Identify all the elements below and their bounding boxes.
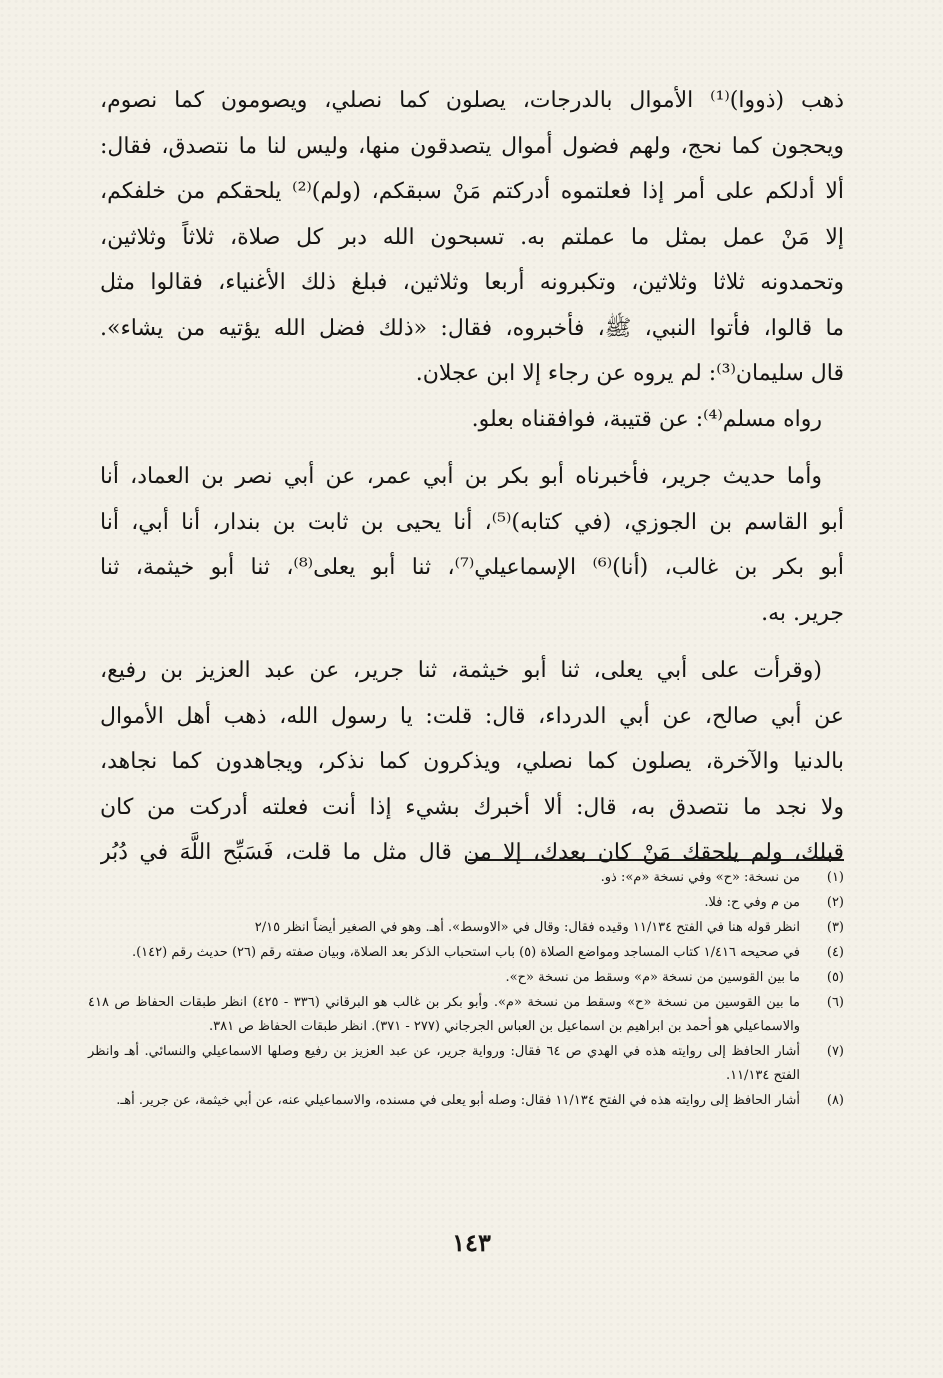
text-line: ذهب (ذووا)⁽¹⁾ الأموال بالدرجات، يصلون كما نصلي، ويصومون كما نصوم،: [100, 88, 844, 113]
text-line: ويحجون كما نحج، ولهم فضول أموال يتصدقون منها، وليس لنا ما نتصدق، فقال:: [100, 133, 844, 159]
footnote-text: أشار الحافظ إلى روايته هذه في الهدي ص ٦٤ فقال: ورواية جرير، عن عبد العزيز بن رفيع وصلها الاسماعيلي والنسائي. أهـ وانظر الفتح ١١/١٣٤.: [88, 1044, 800, 1083]
footnote: [88, 1089, 844, 1113]
footnote-number: (٣): [826, 920, 844, 935]
footnote: [88, 1040, 844, 1088]
text-line: ولا نجد ما نتصدق به، قال: ألا أخبرك بشيء إذا أنت فعلته أدركت من كان: [100, 794, 844, 820]
footnote: [88, 916, 844, 940]
footnote: [88, 866, 844, 890]
text-line: إلا مَنْ عمل بمثل ما عملتم به. تسبحون الله دبر كل صلاة، ثلاثاً وثلاثين،: [100, 224, 844, 250]
paragraph-gap: [100, 442, 844, 454]
footnote-number: (٦): [826, 995, 844, 1010]
text-line: وأما حديث جرير، فأخبرناه أبو بكر بن أبي عمر، عن أبي نصر بن العماد، أنا: [100, 464, 822, 489]
footnote-number: (٢): [826, 895, 844, 910]
footnotes: [88, 866, 844, 1114]
footnote-number: (١): [826, 870, 844, 885]
text-line: عن أبي صالح، عن أبي الدرداء، قال: قلت: يا رسول الله، ذهب أهل الأموال: [100, 703, 844, 729]
footnote: [88, 891, 844, 915]
text-line: (وقرأت على أبي يعلى، ثنا أبو خيثمة، ثنا جرير، عن عبد العزيز بن رفيع،: [100, 658, 822, 683]
footnote-text: من نسخة: «ح» وفي نسخة «م»: ذو.: [600, 870, 800, 885]
footnote-text: ما بين القوسين من نسخة «م» وسقط من نسخة «ح».: [505, 970, 800, 985]
main-text: [100, 78, 844, 876]
footnote-text: من م وفي ح: فلا.: [704, 895, 800, 910]
page-number: ١٤٣: [452, 1228, 491, 1257]
footnote-number: (٤): [826, 945, 844, 960]
footnote-text: ما بين القوسين من نسخة «ح» وسقط من نسخة «م». وأبو بكر بن غالب هو البرقاني (٣٣٦ - ٤٢٥) انظر طبقات الحفاظ ص ٤١٨ والاسماعيلي هو أحمد بن ابراهيم بن اسماعيل بن العباس الجرجاني (٢٧٧ - ٣٧١). انظر طبقات الحفاظ ص ٣٨١.: [88, 995, 800, 1034]
footnote-text: انظر قوله هنا في الفتح ١١/١٣٤ وقيده فقال: وقال في «الاوسط». أهـ. وهو في الصغير أيضاً انظر ٢/١٥: [254, 920, 800, 935]
footnote-number: (٧): [826, 1044, 844, 1059]
text-line: قال سليمان⁽³⁾: لم يروه عن رجاء إلا ابن عجلان.: [415, 361, 844, 386]
footnote-text: في صحيحه ١/٤١٦ كتاب المساجد ومواضع الصلاة (٥) باب استحباب الذكر بعد الصلاة، وبيان صفته رقم (٢٦) حديث رقم (١٤٢).: [131, 945, 800, 960]
text-line: أبو بكر بن غالب، (أنا)⁽⁶⁾ الإسماعيلي⁽⁷⁾، ثنا أبو يعلى⁽⁸⁾، ثنا أبو خيثمة، ثنا: [100, 555, 844, 580]
footnote-number: (٥): [826, 970, 844, 985]
text-line: ما قالوا، فأتوا النبي، ﷺ، فأخبروه، فقال: «ذلك فضل الله يؤتيه من يشاء».: [100, 315, 844, 341]
footnote-text: أشار الحافظ إلى روايته هذه في الفتح ١١/١٣٤ فقال: وصله أبو يعلى في مسنده، والاسماعيلي عنه، عن أبي خيثمة، عن جرير. أهـ.: [116, 1093, 800, 1108]
footnote: [88, 941, 844, 965]
footnote-divider: [468, 859, 844, 861]
text-line: وتحمدونه ثلاثا وثلاثين، وتكبرونه أربعا وثلاثين، فبلغ ذلك الأغنياء، فقالوا مثل: [100, 270, 844, 295]
footnote: [88, 966, 844, 990]
text-line: رواه مسلم⁽⁴⁾: عن قتيبة، فوافقناه بعلو.: [471, 406, 822, 432]
text-line: جرير. به.: [761, 600, 844, 626]
paragraph-gap: [100, 636, 844, 648]
footnote-number: (٨): [826, 1093, 844, 1108]
text-line: أبو القاسم بن الجوزي، (في كتابه)⁽⁵⁾، أنا يحيى بن ثابت بن بندار، أنا أبي، أنا: [100, 509, 844, 535]
footnote: [88, 991, 844, 1039]
text-line: بالدنيا والآخرة، يصلون كما نصلي، ويذكرون كما نذكر، ويجاهدون كما نجاهد،: [100, 749, 844, 774]
text-line: قبلك، ولم يلحقك مَنْ كان بعدك، إلا من قال مثل ما قلت، فَسَبِّح اللَّهَ في دُبُر: [100, 840, 844, 865]
text-line: ألا أدلكم على أمر إذا فعلتموه أدركتم مَنْ سبقكم، (ولم)⁽²⁾ يلحقكم من خلفكم،: [100, 179, 844, 204]
